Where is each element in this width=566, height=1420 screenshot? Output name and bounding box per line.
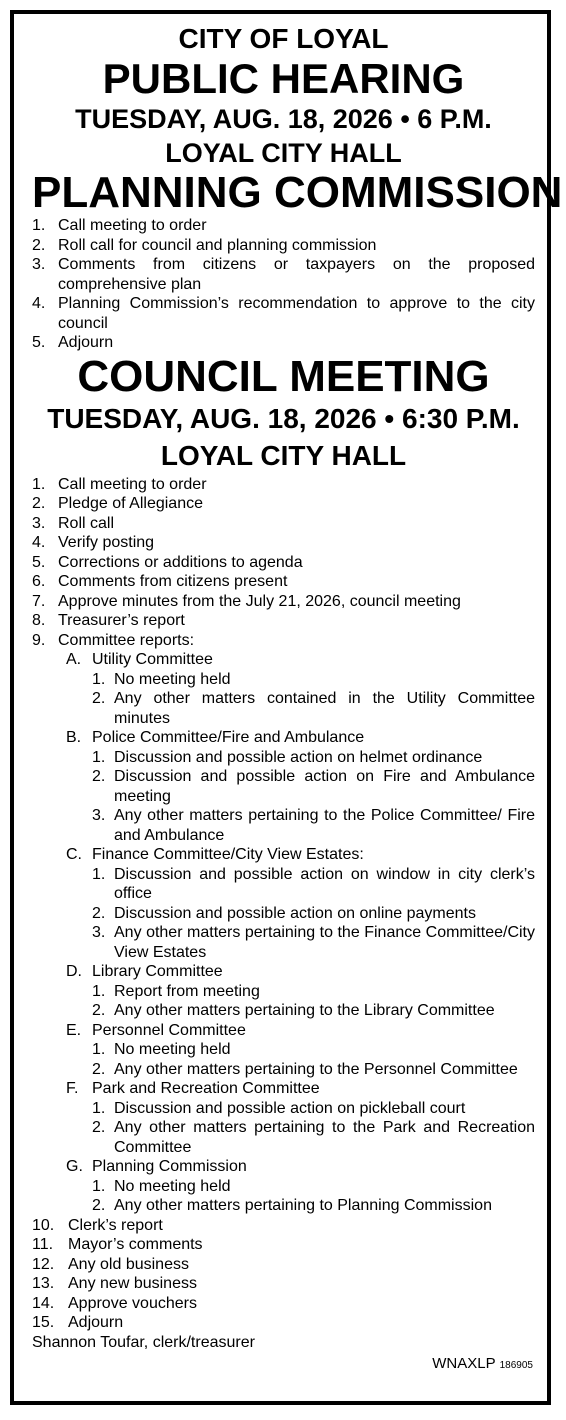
item-text: Any old business (68, 1255, 189, 1273)
planning-agenda (32, 216, 535, 353)
item-text: Personnel Committee (92, 1021, 246, 1039)
item-number: 1. (92, 748, 106, 766)
item-text: Discussion and possible action on helmet ordinance (114, 748, 483, 766)
committee-item (32, 1040, 535, 1060)
item-number: 1. (92, 670, 106, 688)
hearing-title: PUBLIC HEARING (102, 55, 465, 102)
item-number: 14. (32, 1294, 55, 1312)
item-text: Discussion and possible action on pickleball court (114, 1099, 466, 1117)
item-text: Any other matters pertaining to the Library Committee (114, 1002, 495, 1019)
planning-commission-title: PLANNING COMMISSION (32, 168, 563, 217)
item-number: 3. (32, 514, 46, 532)
item-number: 1. (32, 217, 46, 234)
council-location: LOYAL CITY HALL (160, 439, 407, 471)
council-agenda (32, 475, 535, 651)
closing-agenda (32, 1216, 535, 1333)
committee-item (32, 1099, 535, 1119)
closing-agenda-item (32, 1235, 535, 1255)
item-text: Discussion and possible action on Fire and Ambulance meeting (114, 768, 535, 805)
item-text: Verify posting (58, 534, 155, 551)
council-agenda-item (32, 592, 535, 612)
committee-item (32, 1118, 535, 1157)
item-text: Police Committee/Fire and Ambulance (92, 729, 365, 746)
item-text: Adjourn (58, 334, 114, 351)
committee-reports (32, 650, 535, 1216)
item-text: Roll call (58, 514, 115, 532)
item-text: Any other matters pertaining to Planning Commission (114, 1197, 492, 1214)
closing-agenda-item (32, 1274, 535, 1294)
item-text: Any other matters pertaining to the Personnel Committee (114, 1060, 518, 1078)
item-number: 12. (32, 1255, 55, 1273)
council-agenda-item (32, 533, 535, 553)
item-text: Discussion and possible action on window in city clerk’s office (114, 865, 535, 902)
item-number: 1. (92, 865, 106, 883)
item-text: Clerk’s report (68, 1216, 163, 1234)
committee-item (32, 1060, 535, 1080)
item-number: 7. (32, 592, 46, 610)
item-text: Call meeting to order (58, 217, 207, 234)
committee-item (32, 748, 535, 768)
closing-agenda-item (32, 1216, 535, 1236)
item-number: 2. (92, 1119, 106, 1136)
item-text: Any other matters pertaining to the Police Committee/ Fire and Ambulance (114, 807, 535, 844)
item-number: G. (66, 1158, 83, 1175)
item-text: Call meeting to order (58, 475, 207, 493)
item-text: Discussion and possible action on online payments (114, 904, 476, 922)
item-text: Library Committee (92, 963, 223, 980)
item-text: Comments from citizens or taxpayers on the proposed comprehensive plan (58, 256, 535, 293)
council-agenda-item (32, 631, 535, 651)
item-number: 2. (92, 1197, 106, 1214)
item-number: 1. (92, 1099, 106, 1117)
item-text: No meeting held (114, 670, 231, 688)
committee-heading (32, 1157, 535, 1177)
item-number: 6. (32, 573, 46, 590)
item-number: 13. (32, 1275, 55, 1292)
committee-heading (32, 728, 535, 748)
ad-number: 186905 (499, 1359, 533, 1371)
committee-item (32, 923, 535, 962)
item-number: 2. (92, 690, 106, 707)
item-number: F. (66, 1080, 79, 1097)
hearing-location: LOYAL CITY HALL (165, 138, 402, 168)
item-number: 1. (32, 475, 46, 493)
committee-heading (32, 1021, 535, 1041)
committee-item (32, 1196, 535, 1216)
item-number: 5. (32, 553, 46, 571)
item-text: Mayor’s comments (68, 1236, 203, 1253)
council-agenda-item (32, 494, 535, 514)
item-number: E. (66, 1021, 82, 1039)
closing-agenda-item (32, 1255, 535, 1275)
item-text: Park and Recreation Committee (92, 1080, 320, 1097)
item-text: No meeting held (114, 1177, 231, 1195)
planning-agenda-item (32, 236, 535, 256)
item-number: 3. (92, 807, 106, 824)
item-text: Treasurer’s report (58, 612, 185, 629)
item-number: 2. (92, 768, 106, 785)
item-number: 1. (92, 982, 106, 1000)
item-number: D. (66, 963, 82, 980)
city-name: CITY OF LOYAL (178, 23, 389, 54)
item-text: Report from meeting (114, 982, 260, 1000)
committee-item (32, 865, 535, 904)
item-number: 3. (32, 256, 46, 273)
item-text: Roll call for council and planning commission (58, 236, 377, 254)
hearing-datetime: TUESDAY, AUG. 18, 2026 • 6 P.M. (75, 104, 492, 134)
committee-item (32, 1001, 535, 1021)
planning-agenda-item (32, 333, 535, 353)
item-number: 2. (92, 1002, 106, 1019)
item-text: Planning Commission (92, 1158, 247, 1175)
item-text: Finance Committee/City View Estates: (92, 846, 364, 863)
item-text: No meeting held (114, 1041, 231, 1058)
committee-item (32, 1177, 535, 1197)
item-text: Any other matters contained in the Utility Committee minutes (114, 690, 535, 727)
council-agenda-item (32, 611, 535, 631)
item-number: 9. (32, 631, 46, 649)
committee-heading (32, 650, 535, 670)
committee-item (32, 689, 535, 728)
item-text: Planning Commission’s recommendation to approve to the city council (58, 295, 535, 332)
closing-agenda-item (32, 1294, 535, 1314)
item-number: 2. (32, 236, 46, 254)
item-number: 11. (32, 1236, 54, 1253)
item-text: Any other matters pertaining to the Finance Committee/City View Estates (114, 924, 535, 961)
committee-item (32, 670, 535, 690)
item-number: C. (66, 846, 82, 863)
item-text: Committee reports: (58, 631, 195, 649)
closing-agenda-item (32, 1313, 535, 1333)
item-number: 8. (32, 612, 46, 629)
item-number: 2. (92, 1060, 106, 1078)
item-number: 5. (32, 334, 46, 351)
committee-heading (32, 845, 535, 865)
public-notice (10, 10, 563, 1405)
item-number: 3. (92, 924, 106, 941)
item-text: Approve vouchers (68, 1294, 197, 1312)
committee-item (32, 982, 535, 1002)
council-datetime: TUESDAY, AUG. 18, 2026 • 6:30 P.M. (47, 402, 520, 434)
committee-heading (32, 962, 535, 982)
item-number: 4. (32, 534, 46, 551)
item-text: Utility Committee (92, 651, 213, 668)
item-text: Corrections or additions to agenda (58, 553, 303, 571)
item-number: 4. (32, 295, 46, 312)
item-text: Pledge of Allegiance (58, 495, 203, 512)
council-agenda-item (32, 553, 535, 573)
council-agenda-item (32, 572, 535, 592)
committee-item (32, 806, 535, 845)
item-number: 15. (32, 1314, 55, 1331)
item-text: Approve minutes from the July 21, 2026, council meeting (58, 592, 461, 610)
item-text: Adjourn (68, 1314, 124, 1331)
ad-code: WNAXLP (432, 1354, 496, 1372)
planning-agenda-item (32, 294, 535, 333)
item-number: 10. (32, 1216, 55, 1234)
council-meeting-title: COUNCIL MEETING (77, 351, 490, 401)
item-number: A. (66, 651, 82, 668)
item-text: Any other matters pertaining to the Park and Recreation Committee (114, 1119, 535, 1156)
planning-agenda-item (32, 255, 535, 294)
committee-item (32, 904, 535, 924)
council-agenda-item (32, 475, 535, 495)
item-number: 2. (32, 495, 46, 512)
planning-agenda-item (32, 216, 535, 236)
council-agenda-item (32, 514, 535, 534)
item-text: Comments from citizens present (58, 573, 288, 590)
item-number: B. (66, 729, 82, 746)
footer (32, 1355, 535, 1372)
item-number: 1. (92, 1177, 106, 1195)
item-number: 1. (92, 1041, 106, 1058)
signature: Shannon Toufar, clerk/treasurer (32, 1333, 255, 1351)
committee-heading (32, 1079, 535, 1099)
item-number: 2. (92, 904, 106, 922)
item-text: Any new business (68, 1275, 197, 1292)
committee-item (32, 767, 535, 806)
